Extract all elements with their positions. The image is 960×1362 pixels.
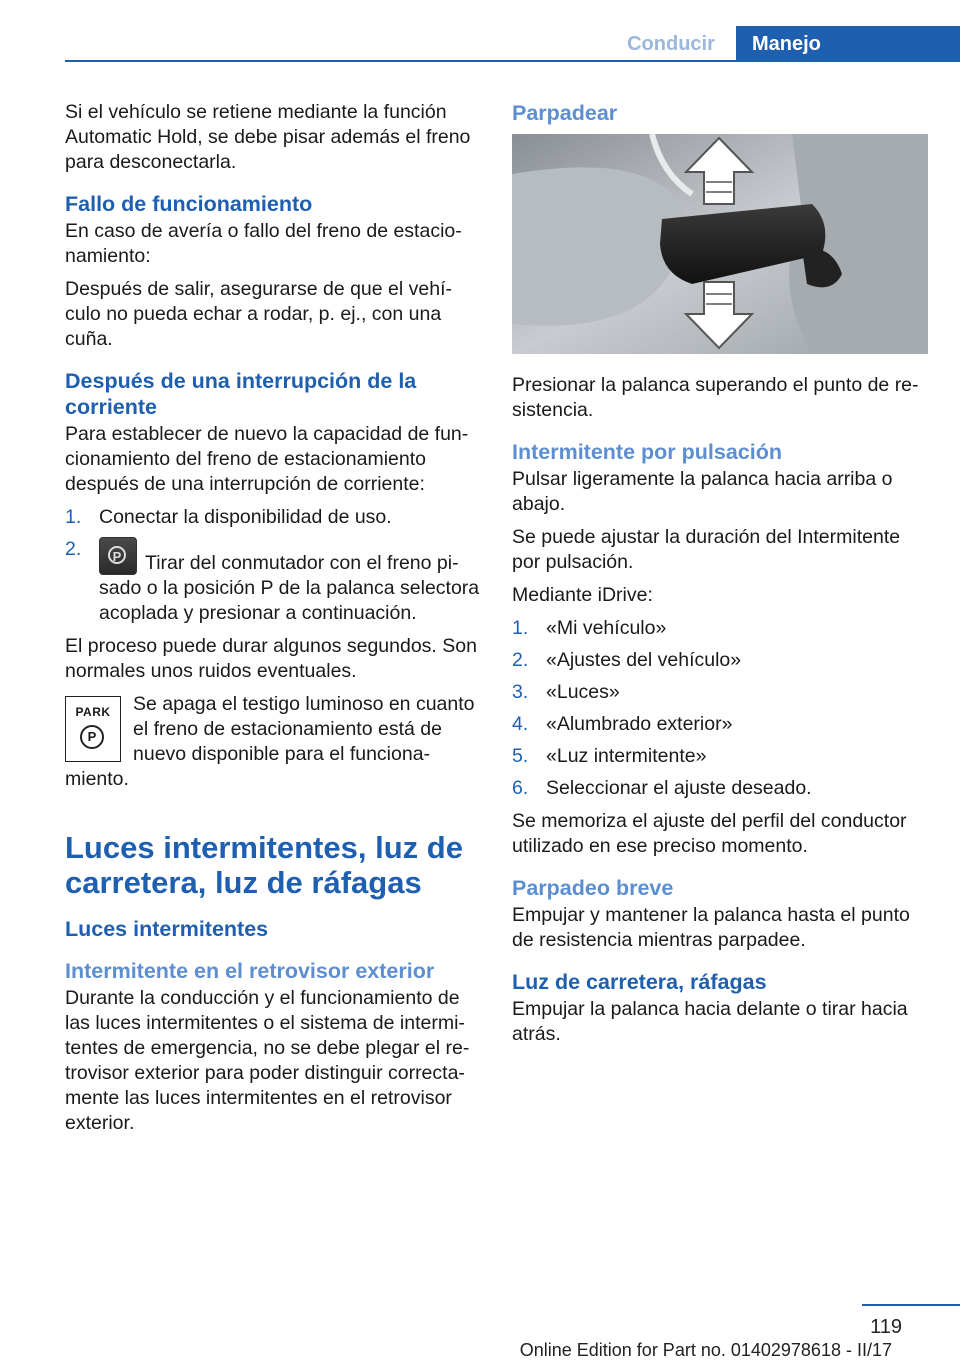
page-number: 119 [870, 1316, 902, 1338]
heading-fallo: Fallo de funcionamiento [65, 192, 313, 216]
breve-paragraph: Empujar y mantener la palanca hasta el punto de resistencia mientras parpadee. [512, 904, 910, 951]
retrovisor-paragraph: Durante la conducción y el funcionamiento de las luces intermitentes o el sistema de intermi‐tentes de emergencia, no se debe plegar el re‐trovisor exterior para poder distinguir correcta‐mente las luces intermitentes en el retrovisor exterior. [65, 987, 470, 1134]
park-indicator-note [65, 692, 483, 792]
intro-paragraph: Si el vehículo se retiene mediante la función Automatic Hold, se debe pisar además el freno para desconectarla. [65, 101, 471, 173]
heading-luz-carretera: Luz de carretera, ráfagas [512, 970, 767, 994]
heading-parpadear: Parpadear [512, 101, 618, 125]
step-number: 1. [512, 617, 529, 639]
heading-pulsacion: Intermitente por pulsación [512, 440, 782, 464]
list-item [512, 680, 928, 705]
heading-interrupcion: Después de una interrupción de la corriente [65, 369, 417, 419]
list-item [65, 505, 483, 530]
step-text: «Alumbrado exterior» [546, 713, 733, 735]
fallo-paragraph-1: En caso de avería o fallo del freno de estacio‐namiento: [65, 220, 462, 267]
testigo-paragraph: Se apaga el testigo luminoso en cuanto el freno de estacionamiento está de nuevo disponible para el funciona‐miento. [65, 693, 475, 790]
step-text: «Luces» [546, 681, 620, 703]
park-icon-label: PARK [75, 705, 111, 719]
tab-conducir[interactable]: Conducir [608, 26, 734, 62]
section-title: Luces intermitentes, luz de carretera, luz de ráfagas [65, 830, 463, 900]
presionar-paragraph: Presionar la palanca superando el punto de re‐sistencia. [512, 374, 919, 421]
step-text: «Mi vehículo» [546, 617, 667, 639]
step-number: 2. [512, 649, 529, 671]
list-item [512, 744, 928, 769]
list-item [512, 616, 928, 641]
step-text: Seleccionar el ajuste deseado. [546, 777, 812, 799]
parking-brake-button-icon: P [99, 537, 137, 575]
pulsacion-paragraph-1: Pulsar ligeramente la palanca hacia arriba o abajo. [512, 468, 893, 515]
interrupcion-paragraph: Para establecer de nuevo la capacidad de fun‐cionamiento del freno de estacionamiento después de una interrupción de corriente: [65, 423, 469, 495]
heading-retrovisor: Intermitente en el retrovisor exterior [65, 959, 435, 983]
edition-note: Online Edition for Part no. 01402978618 - II/17 [519, 1340, 892, 1360]
step-number: 3. [512, 681, 529, 703]
footer-rule [862, 1304, 960, 1306]
fallo-paragraph-2: Después de salir, asegurarse de que el vehí‐culo no pueda echar a rodar, p. ej., con una cuña. [65, 278, 452, 350]
idrive-paragraph: Mediante iDrive: [512, 584, 653, 606]
proceso-paragraph: El proceso puede durar algunos segundos. Son normales unos ruidos eventuales. [65, 635, 477, 682]
list-item [512, 712, 928, 737]
step-number: 2. [65, 538, 82, 560]
list-item [65, 537, 483, 626]
heading-luces-intermitentes: Luces intermitentes [65, 917, 269, 941]
step-text: «Luz intermitente» [546, 745, 707, 767]
list-item [512, 648, 928, 673]
step-number: 6. [512, 777, 529, 799]
step-text: «Ajustes del vehículo» [546, 649, 742, 671]
pulsacion-paragraph-2: Se puede ajustar la duración del Intermitente por pulsación. [512, 526, 901, 573]
list-item [512, 776, 928, 801]
heading-parpadeo-breve: Parpadeo breve [512, 876, 674, 900]
left-column [65, 100, 483, 1144]
idrive-steps [512, 616, 928, 801]
header-rule [65, 60, 960, 62]
carretera-paragraph: Empujar la palanca hacia delante o tirar hacia atrás. [512, 998, 908, 1045]
step-number: 5. [512, 745, 529, 767]
right-column [512, 100, 928, 1055]
park-warning-light-icon: PARK P [65, 696, 121, 762]
tab-manejo[interactable]: Manejo [736, 26, 960, 62]
step-number: 4. [512, 713, 529, 735]
step-number: 1. [65, 506, 82, 528]
step-text: Conectar la disponibilidad de uso. [99, 506, 392, 528]
turn-signal-lever-image [512, 134, 928, 354]
memoriza-paragraph: Se memoriza el ajuste del perfil del conductor utilizado en ese preciso momento. [512, 810, 907, 857]
step-text: Tirar del conmutador con el freno pi‐sado o la posición P de la palanca selectora acoplada y presionar a continuación. [99, 552, 480, 624]
restore-steps [65, 505, 483, 626]
